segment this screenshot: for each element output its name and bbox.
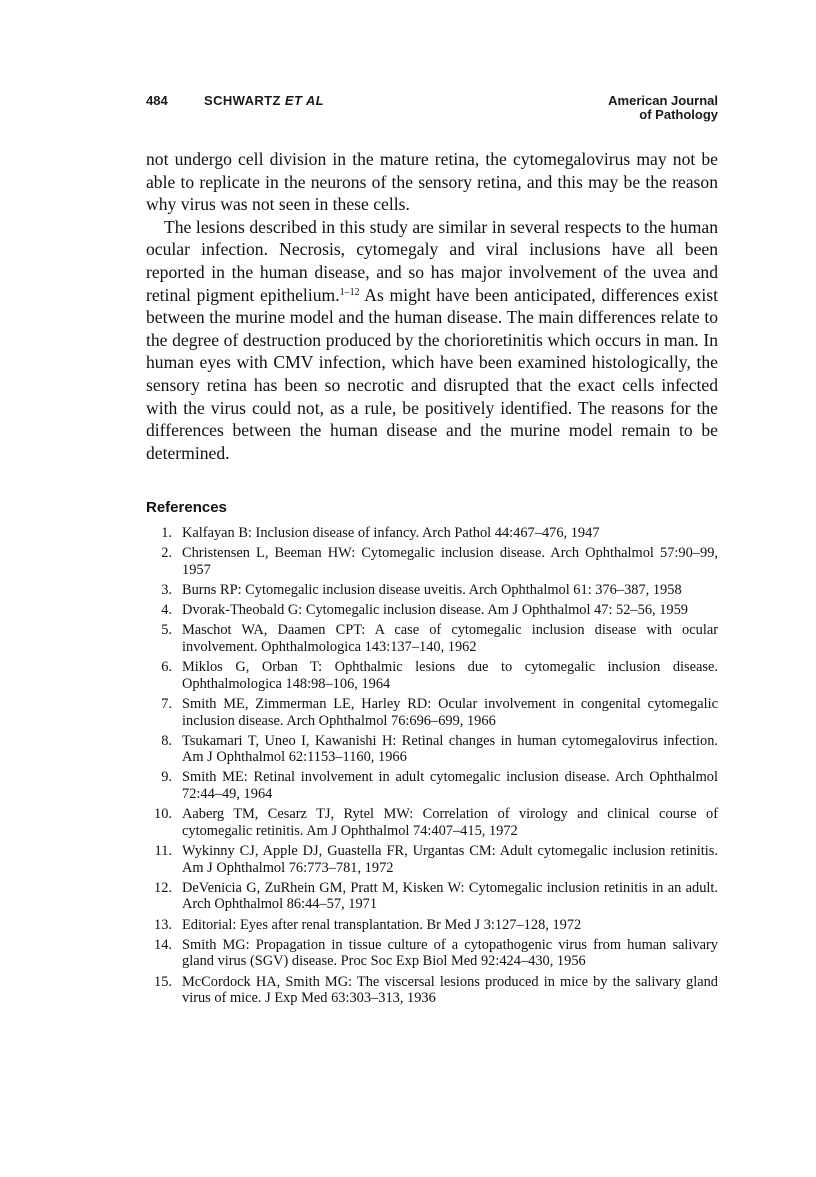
reference-item <box>146 696 718 729</box>
reference-text: Kalfayan B: Inclusion disease of infancy. Arch Pathol 44:467–476, 1947 <box>182 525 600 541</box>
reference-item <box>146 545 718 578</box>
reference-item <box>146 602 718 619</box>
reference-number: 5. <box>161 622 172 639</box>
reference-item <box>146 659 718 692</box>
reference-item <box>146 843 718 876</box>
reference-number: 3. <box>161 581 172 598</box>
reference-number: 4. <box>161 602 172 619</box>
reference-text: Editorial: Eyes after renal transplantation. Br Med J 3:127–128, 1972 <box>182 916 582 933</box>
reference-number: 13. <box>154 916 172 933</box>
reference-text: McCordock HA, Smith MG: The viscersal lesions produced in mice by the salivary gland virus of mice. J Exp Med 63:303–313, 1936 <box>182 973 718 1007</box>
reference-item <box>146 937 718 970</box>
authors-main: SCHWARTZ <box>204 93 285 108</box>
reference-item <box>146 769 718 802</box>
reference-number: 12. <box>154 879 172 896</box>
reference-item <box>146 582 718 599</box>
paragraph-2-part-b: As might have been anticipated, differences exist between the murine model and the human disease. The main differences relate to the degree of destruction produced by the chorioretinitis which occurs in man. In human eyes with CMV infection, which have been examined histologically, the sensory retina has been so necrotic and disrupted that the exact cells infected with the virus could not, as a rule, be positively identified. The reasons for the differences between the human disease and the murine model remain to be determined. <box>146 284 718 463</box>
page-number: 484 <box>146 93 168 108</box>
reference-number: 11. <box>154 843 172 860</box>
reference-text: Aaberg TM, Cesarz TJ, Rytel MW: Correlation of virology and clinical course of cytomegalic retinitis. Am J Ophthalmol 74:407–415, 1972 <box>182 806 718 839</box>
paragraph-2-part-a: The lesions described in this study are similar in several respects to the human ocular infection. Necrosis, cytomegaly and viral inclusions have all been reported in the human disease, and so has major involvement of the uvea and retinal pigment epithelium. <box>146 216 718 305</box>
citation-superscript: 1–12 <box>339 286 360 298</box>
reference-number: 14. <box>154 936 172 953</box>
reference-text: Miklos G, Orban T: Ophthalmic lesions due to cytomegalic inclusion disease. Ophthalmologica 148:98–106, 1964 <box>182 659 718 692</box>
reference-number: 1. <box>161 525 172 541</box>
reference-text: DeVenicia G, ZuRhein GM, Pratt M, Kisken W: Cytomegalic inclusion retinitis in an adult. Arch Ophthalmol 86:44–57, 1971 <box>182 879 718 913</box>
paragraph-1: not undergo cell division in the mature retina, the cytomegalovirus may not be able to replicate in the neurons of the sensory retina, and this may be the reason why virus was not seen in these cells. <box>146 149 718 215</box>
reference-text: Wykinny CJ, Apple DJ, Guastella FR, Urgantas CM: Adult cytomegalic inclusion retinitis. Am J Ophthalmol 76:773–781, 1972 <box>182 843 718 876</box>
body-text <box>146 148 718 464</box>
reference-item <box>146 880 718 913</box>
journal-line-2: of Pathology <box>639 107 718 122</box>
reference-item <box>146 917 718 934</box>
reference-item <box>146 806 718 839</box>
reference-number: 8. <box>161 732 172 749</box>
reference-number: 9. <box>161 769 172 786</box>
reference-text: Smith ME, Zimmerman LE, Harley RD: Ocular involvement in congenital cytomegalic inclusion disease. Arch Ophthalmol 76:696–699, 1966 <box>182 695 718 729</box>
reference-number: 2. <box>161 545 172 562</box>
reference-number: 15. <box>154 973 172 990</box>
reference-text: Burns RP: Cytomegalic inclusion disease uveitis. Arch Ophthalmol 61: 376–387, 1958 <box>182 581 682 598</box>
reference-text: Maschot WA, Daamen CPT: A case of cytomegalic inclusion disease with ocular involvement. Ophthalmologica 143:137–140, 1962 <box>182 622 718 655</box>
journal-line-1: American Journal <box>608 93 718 108</box>
reference-number: 10. <box>154 806 172 823</box>
reference-item <box>146 974 718 1007</box>
running-authors <box>204 94 324 108</box>
reference-text: Christensen L, Beeman HW: Cytomegalic inclusion disease. Arch Ophthalmol 57:90–99, 1957 <box>182 545 718 578</box>
reference-text: Dvorak-Theobald G: Cytomegalic inclusion disease. Am J Ophthalmol 47: 52–56, 1959 <box>182 602 688 619</box>
reference-text: Smith MG: Propagation in tissue culture of a cytopathogenic virus from human salivary gland virus (SGV) disease. Proc Soc Exp Biol Med 92:424–430, 1956 <box>182 936 718 970</box>
reference-item <box>146 622 718 655</box>
reference-item <box>146 525 718 542</box>
reference-number: 6. <box>161 659 172 676</box>
paragraph-2 <box>146 216 718 465</box>
references-heading: References <box>146 499 227 516</box>
reference-text: Smith ME: Retinal involvement in adult cytomegalic inclusion disease. Arch Ophthalmol 72:44–49, 1964 <box>182 769 718 803</box>
authors-et-al: ET AL <box>284 93 324 108</box>
references-list <box>146 525 718 1010</box>
reference-number: 7. <box>161 695 172 712</box>
running-header <box>146 94 718 126</box>
reference-text: Tsukamari T, Uneo I, Kawanishi H: Retinal changes in human cytomegalovirus infection. Am J Ophthalmol 62:1153–1160, 1966 <box>182 732 718 766</box>
journal-name <box>608 94 718 122</box>
reference-item <box>146 733 718 766</box>
